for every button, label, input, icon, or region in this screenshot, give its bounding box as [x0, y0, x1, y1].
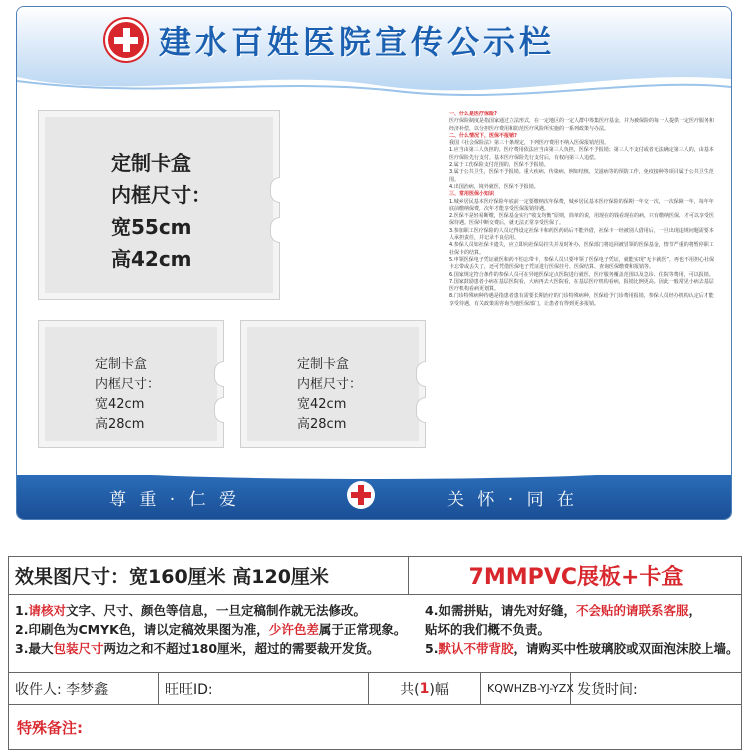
article-paragraph: 2.属于工伤保险支付范围的，医保不予报销。	[449, 162, 549, 169]
panel-count-value: 1	[419, 680, 430, 697]
material-spec: 7MMPVC展板+卡盒	[468, 565, 684, 590]
footer-slogan-left: 尊 重 · 仁 爱	[109, 490, 241, 510]
shipping-row	[9, 673, 741, 705]
card-height: 高42cm	[111, 247, 192, 271]
wangwang-id: 旺旺ID:	[159, 673, 369, 704]
notes-right	[425, 601, 738, 658]
card-size-label: 内框尺寸：	[297, 377, 363, 392]
promo-board	[16, 6, 732, 520]
article-paragraph: 我国《社会保险法》第三十条规定，下列医疗费用不纳入医保报销范围。	[449, 140, 610, 147]
article-paragraph: 1.应当由第三人负担的。医疗费用依法应当由第三人负担，医保不予报销；第三人不支付或者无法确定第三人的，由基本医疗保险先行支付。基本医疗保险先行支付后，有权向第三人追偿。	[449, 147, 714, 161]
article-paragraph: 4.出国治病，境外就医，医保不予报销。	[449, 183, 539, 190]
article-paragraph: 5.申领医保电子凭证就医和药不怕忘带卡，参保人员只要申领了医保电子凭证，就能实现“无卡就医”，再也不用担心社保卡忘带或丢失了，还可凭借医保电子凭证进行医保挂号、医保结算、查询医保缴费和报销等。	[449, 256, 714, 271]
article-heading-1: 一、什么是医疗保险?	[449, 111, 497, 117]
ship-date: 发货时间:	[577, 681, 638, 698]
card-label: 定制卡盒	[297, 357, 350, 372]
card-label: 定制卡盒	[111, 151, 191, 175]
card-height: 高28cm	[95, 417, 145, 432]
recipient: 收件人: 李梦鑫	[9, 673, 159, 704]
note-4: 4.如需拼贴，请先对好缝，不会贴的请联系客服，	[425, 603, 701, 618]
article-paragraph: 3.参加职工医疗保险的人员记得设定社保卡和药医药码后不能外借，社保卡一经被别人借用后，一旦出现违规问题需要本人承担责任，并记录不良信用。	[449, 227, 714, 242]
hospital-cross-logo-icon	[105, 19, 147, 61]
card-box-large	[39, 111, 279, 299]
card-box-small-2-text	[297, 355, 362, 435]
article-heading-2: 二、什么情况下，医保不报销?	[449, 132, 517, 139]
article-paragraph: 6.国家规定符合条件的参保人员可在异地医保定点医院进行就医，医疗服务覆盖范围以及急诊、住院等费用，可以报销。	[449, 271, 714, 278]
card-label: 定制卡盒	[95, 357, 148, 372]
size-row	[9, 557, 741, 595]
card-width: 宽42cm	[95, 397, 145, 412]
article-heading-3: 三、常用医保小知识	[449, 191, 495, 198]
card-height: 高28cm	[297, 417, 347, 432]
notes-left	[15, 601, 406, 658]
order-code: KQWHZB-YJ-YZX	[481, 673, 571, 704]
card-size-label: 内框尺寸：	[95, 377, 161, 392]
article-paragraph: 7.国家鼓励患者小病在基层医院看，大病再去大医院看，在基层医疗机构看病，报销比例更高。因此一般常见小病去基层医疗机构看病更划算。	[449, 278, 714, 293]
article-paragraph: 医疗保险制度是指国家通过立法形式，在一定地区的一定人群中筹集医疗基金，并为被保险的每一人提供一定医疗服务和经济补偿，以分担医疗费用和防范医疗风险所实施的一系列政策与办法。	[449, 118, 715, 132]
panel-count: 共( 1 )幅	[369, 673, 481, 704]
note-5: 5.默认不带背胶，请购买中性玻璃胶或双面泡沫胶上墙。	[425, 641, 739, 656]
remarks-row	[9, 705, 741, 750]
note-2: 2.印刷色为CMYK色，请以定稿效果图为准，少许色差属于正常现象。	[15, 622, 407, 637]
article-paragraph: 3.属于公共卫生，医保不予报销。重大疾病、传染病、例如结核、艾滋病等的预防工作，免疫接种等项目属于公共卫生范围。	[449, 169, 714, 183]
card-size-label: 内框尺寸：	[111, 183, 211, 207]
article-paragraph: 4.参保人员如社保卡遗失，应立即向社保局挂失并及时补办，医保部门将追回被冒领的医保基金，情节严重的将暂停职工社保卡的结算。	[449, 242, 714, 256]
notes-row	[9, 595, 741, 673]
note-4-cont: 贴坏的我们概不负责。	[425, 622, 551, 637]
insurance-article	[449, 111, 715, 471]
order-info-table	[8, 556, 742, 750]
card-box-small-1	[39, 321, 223, 447]
card-box-large-text	[111, 147, 211, 275]
remarks-label: 特殊备注:	[17, 719, 83, 737]
footer-slogan-right: 关 怀 · 同 在	[447, 490, 579, 510]
card-width: 宽42cm	[297, 397, 347, 412]
note-1: 1.请核对文字、尺寸、颜色等信息，一旦定稿制作就无法修改。	[15, 603, 366, 618]
effect-size: 效果图尺寸：宽160厘米 高120厘米	[9, 557, 409, 594]
card-box-small-1-text	[95, 355, 160, 435]
board-title: 建水百姓医院宣传公示栏	[159, 23, 556, 61]
card-width: 宽55cm	[111, 215, 192, 239]
note-3: 3.最大包装尺寸两边之和不超过180厘米，超过的需要裁开发货。	[15, 641, 380, 656]
article-paragraph: 8.门诊特殊病种待遇是指患者患有需要长期治疗的门诊特殊病种，医保给予门诊费用报销，参保人员经办机构认定后才能享受待遇，有关政策需咨询当地医保部门，让患者有得到更多报销。	[449, 293, 714, 307]
card-box-small-2	[241, 321, 425, 447]
article-paragraph: 1.城乡居民基本医疗保险年底前一定要缴纳次年保费，城乡居民基本医疗保险的保期一年交一次，一次保障一年，每年年底前缴纳保费，次年才能享受医保报销待遇。	[449, 198, 714, 212]
board-footer	[17, 475, 731, 519]
footer-cross-emblem-icon	[347, 481, 375, 509]
article-paragraph: 2.医保不是轻易断缴，医保基金实行“收支均衡”原则，简单的说，用现在的钱看现在的病，只有缴纳医保，才可以享受医保待遇。医保中断交费后，就无法正常享受医保了。	[449, 213, 714, 227]
